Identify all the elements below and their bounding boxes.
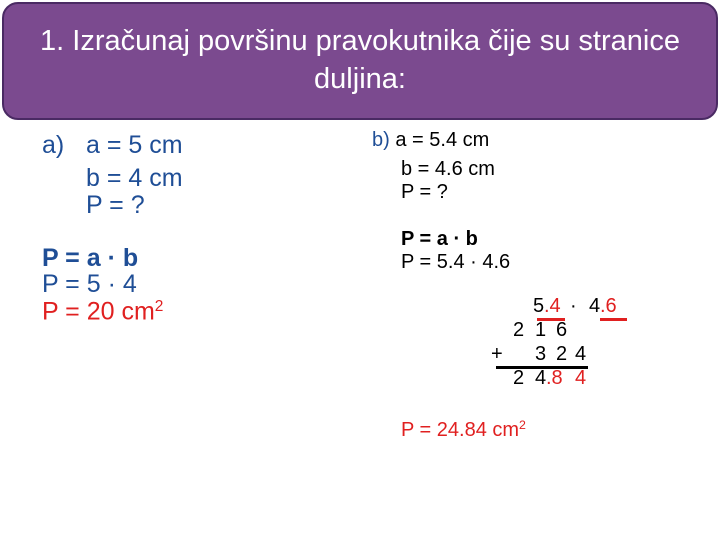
mult-row1-digit4: .6	[600, 295, 617, 317]
part-a-unknown: P = ?	[86, 191, 145, 219]
mult-row3-digit1: 3	[535, 343, 547, 365]
mult-row3-digit2: 2	[556, 343, 568, 365]
mult-underline-red-right	[600, 318, 627, 321]
part-a-result	[42, 299, 163, 325]
title-banner	[2, 2, 718, 120]
part-b-substitution: P = 5.4 · 4.6	[401, 251, 511, 273]
part-b-formula: P = a · b	[401, 228, 478, 250]
mult-row3-digit3: 4	[575, 343, 587, 365]
mult-plus-sign: +	[491, 343, 503, 365]
part-a-result-text: P = 20 cm	[42, 297, 155, 326]
part-b-result-exponent: 2	[519, 418, 526, 432]
part-a-substitution: P = 5 · 4	[42, 270, 137, 298]
mult-row2-digit1: 2	[513, 319, 525, 341]
mult-row1-digit3: 4	[589, 295, 601, 317]
title-line-2: duljina:	[314, 63, 406, 95]
part-b-unknown: P = ?	[401, 181, 448, 203]
part-b-label: b)	[372, 129, 390, 151]
part-a-formula: P = a · b	[42, 244, 139, 272]
mult-row2-digit3: 6	[556, 319, 568, 341]
part-a-side-b: b = 4 cm	[86, 164, 183, 192]
mult-row4-digit1: 2	[513, 367, 525, 389]
part-b-result	[401, 419, 526, 440]
part-b-side-a: a = 5.4 cm	[389, 129, 490, 151]
mult-row1-digit1: 5	[533, 295, 545, 317]
title-line-1: 1. Izračunaj površinu pravokutnika čije su stranice	[40, 25, 680, 57]
part-b-side-b: b = 4.6 cm	[401, 158, 495, 180]
mult-row2-digit2: 1	[535, 319, 547, 341]
part-b-side-a-line	[372, 130, 489, 150]
part-a-label: a)	[42, 131, 65, 159]
mult-row1-dot: ·	[570, 295, 577, 317]
mult-row1-digit2: .4	[544, 295, 561, 317]
part-a-result-exponent: 2	[154, 298, 164, 315]
part-a-side-a: a = 5 cm	[86, 131, 183, 159]
part-b-result-text: P = 24.84 cm	[401, 418, 520, 441]
mult-row4-digit3: .8	[546, 367, 563, 389]
mult-row4-digit2: 4	[535, 367, 547, 389]
mult-row4-digit4: 4	[575, 367, 587, 389]
